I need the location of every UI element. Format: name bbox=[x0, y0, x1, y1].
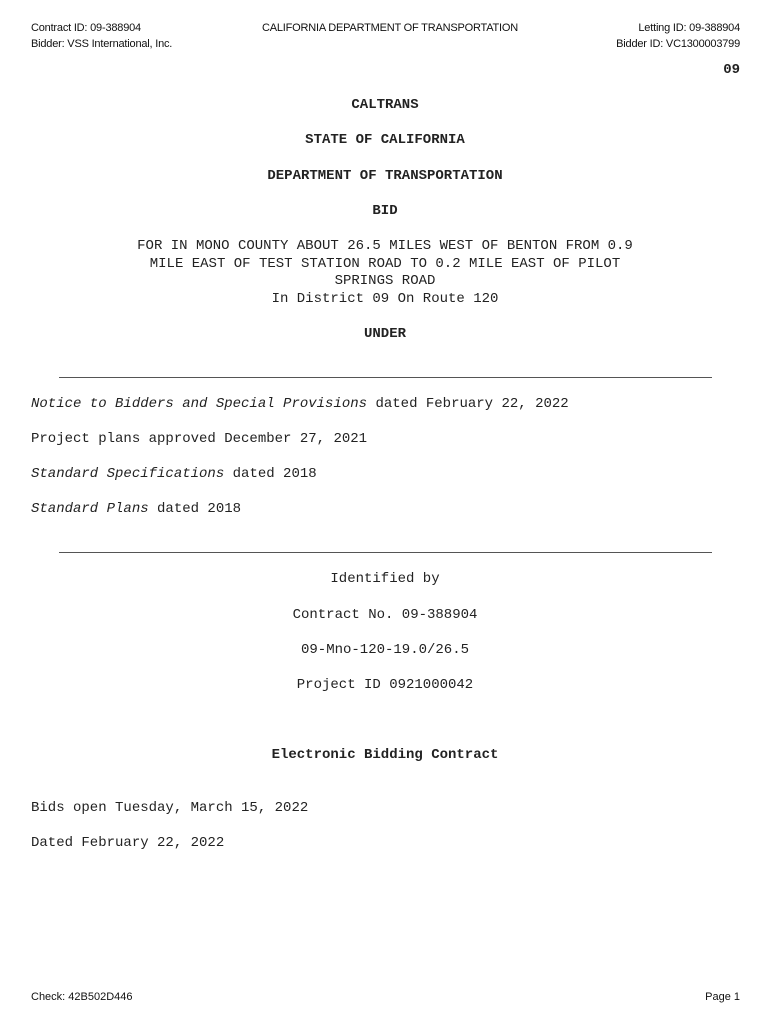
project-line: FOR IN MONO COUNTY ABOUT 26.5 MILES WEST OF BENTON FROM 0.9 bbox=[137, 238, 633, 254]
notice-line bbox=[31, 396, 569, 412]
specs-title: Standard Specifications bbox=[31, 466, 225, 482]
plans-line: Project plans approved December 27, 2021 bbox=[31, 431, 368, 447]
page-number: Page 1 bbox=[705, 991, 740, 1003]
letting-id: Letting ID: 09-388904 bbox=[638, 22, 740, 34]
route-code: 09-Mno-120-19.0/26.5 bbox=[300, 642, 470, 658]
bids-open: Bids open Tuesday, March 15, 2022 bbox=[31, 800, 309, 816]
notice-date: dated February 22, 2022 bbox=[367, 396, 569, 412]
district-code: 09 bbox=[723, 62, 740, 78]
check-code: Check: 42B502D446 bbox=[31, 991, 133, 1003]
contract-id: Contract ID: 09-388904 bbox=[31, 22, 141, 34]
divider bbox=[59, 552, 712, 553]
identified-by: Identified by bbox=[330, 571, 440, 587]
department-header: CALIFORNIA DEPARTMENT OF TRANSPORTATION bbox=[261, 22, 519, 34]
contract-number: Contract No. 09-388904 bbox=[292, 607, 478, 623]
specs-date: dated 2018 bbox=[224, 466, 317, 482]
state-title: STATE OF CALIFORNIA bbox=[305, 132, 465, 148]
project-line: SPRINGS ROAD bbox=[334, 273, 436, 289]
notice-title: Notice to Bidders and Special Provisions bbox=[31, 396, 368, 412]
header-right bbox=[616, 20, 740, 52]
project-description bbox=[0, 238, 770, 308]
department-title: DEPARTMENT OF TRANSPORTATION bbox=[267, 168, 503, 184]
bidder-id: Bidder ID: VC1300003799 bbox=[616, 38, 740, 50]
specs-line bbox=[31, 466, 317, 482]
std-plans-date: dated 2018 bbox=[148, 501, 242, 517]
agency-title: CALTRANS bbox=[351, 97, 419, 113]
std-plans-title: Standard Plans bbox=[31, 501, 149, 517]
project-line: MILE EAST OF TEST STATION ROAD TO 0.2 MILE EAST OF PILOT bbox=[149, 255, 621, 272]
project-id: Project ID 0921000042 bbox=[296, 677, 474, 693]
dated: Dated February 22, 2022 bbox=[31, 835, 225, 851]
under-label: UNDER bbox=[363, 326, 406, 342]
contract-type: Electronic Bidding Contract bbox=[271, 747, 499, 763]
bidder-name: Bidder: VSS International, Inc. bbox=[31, 38, 173, 50]
divider bbox=[59, 377, 712, 378]
std-plans-line bbox=[31, 501, 241, 517]
project-line: In District 09 On Route 120 bbox=[271, 290, 499, 307]
doc-type-title: BID bbox=[372, 203, 398, 219]
